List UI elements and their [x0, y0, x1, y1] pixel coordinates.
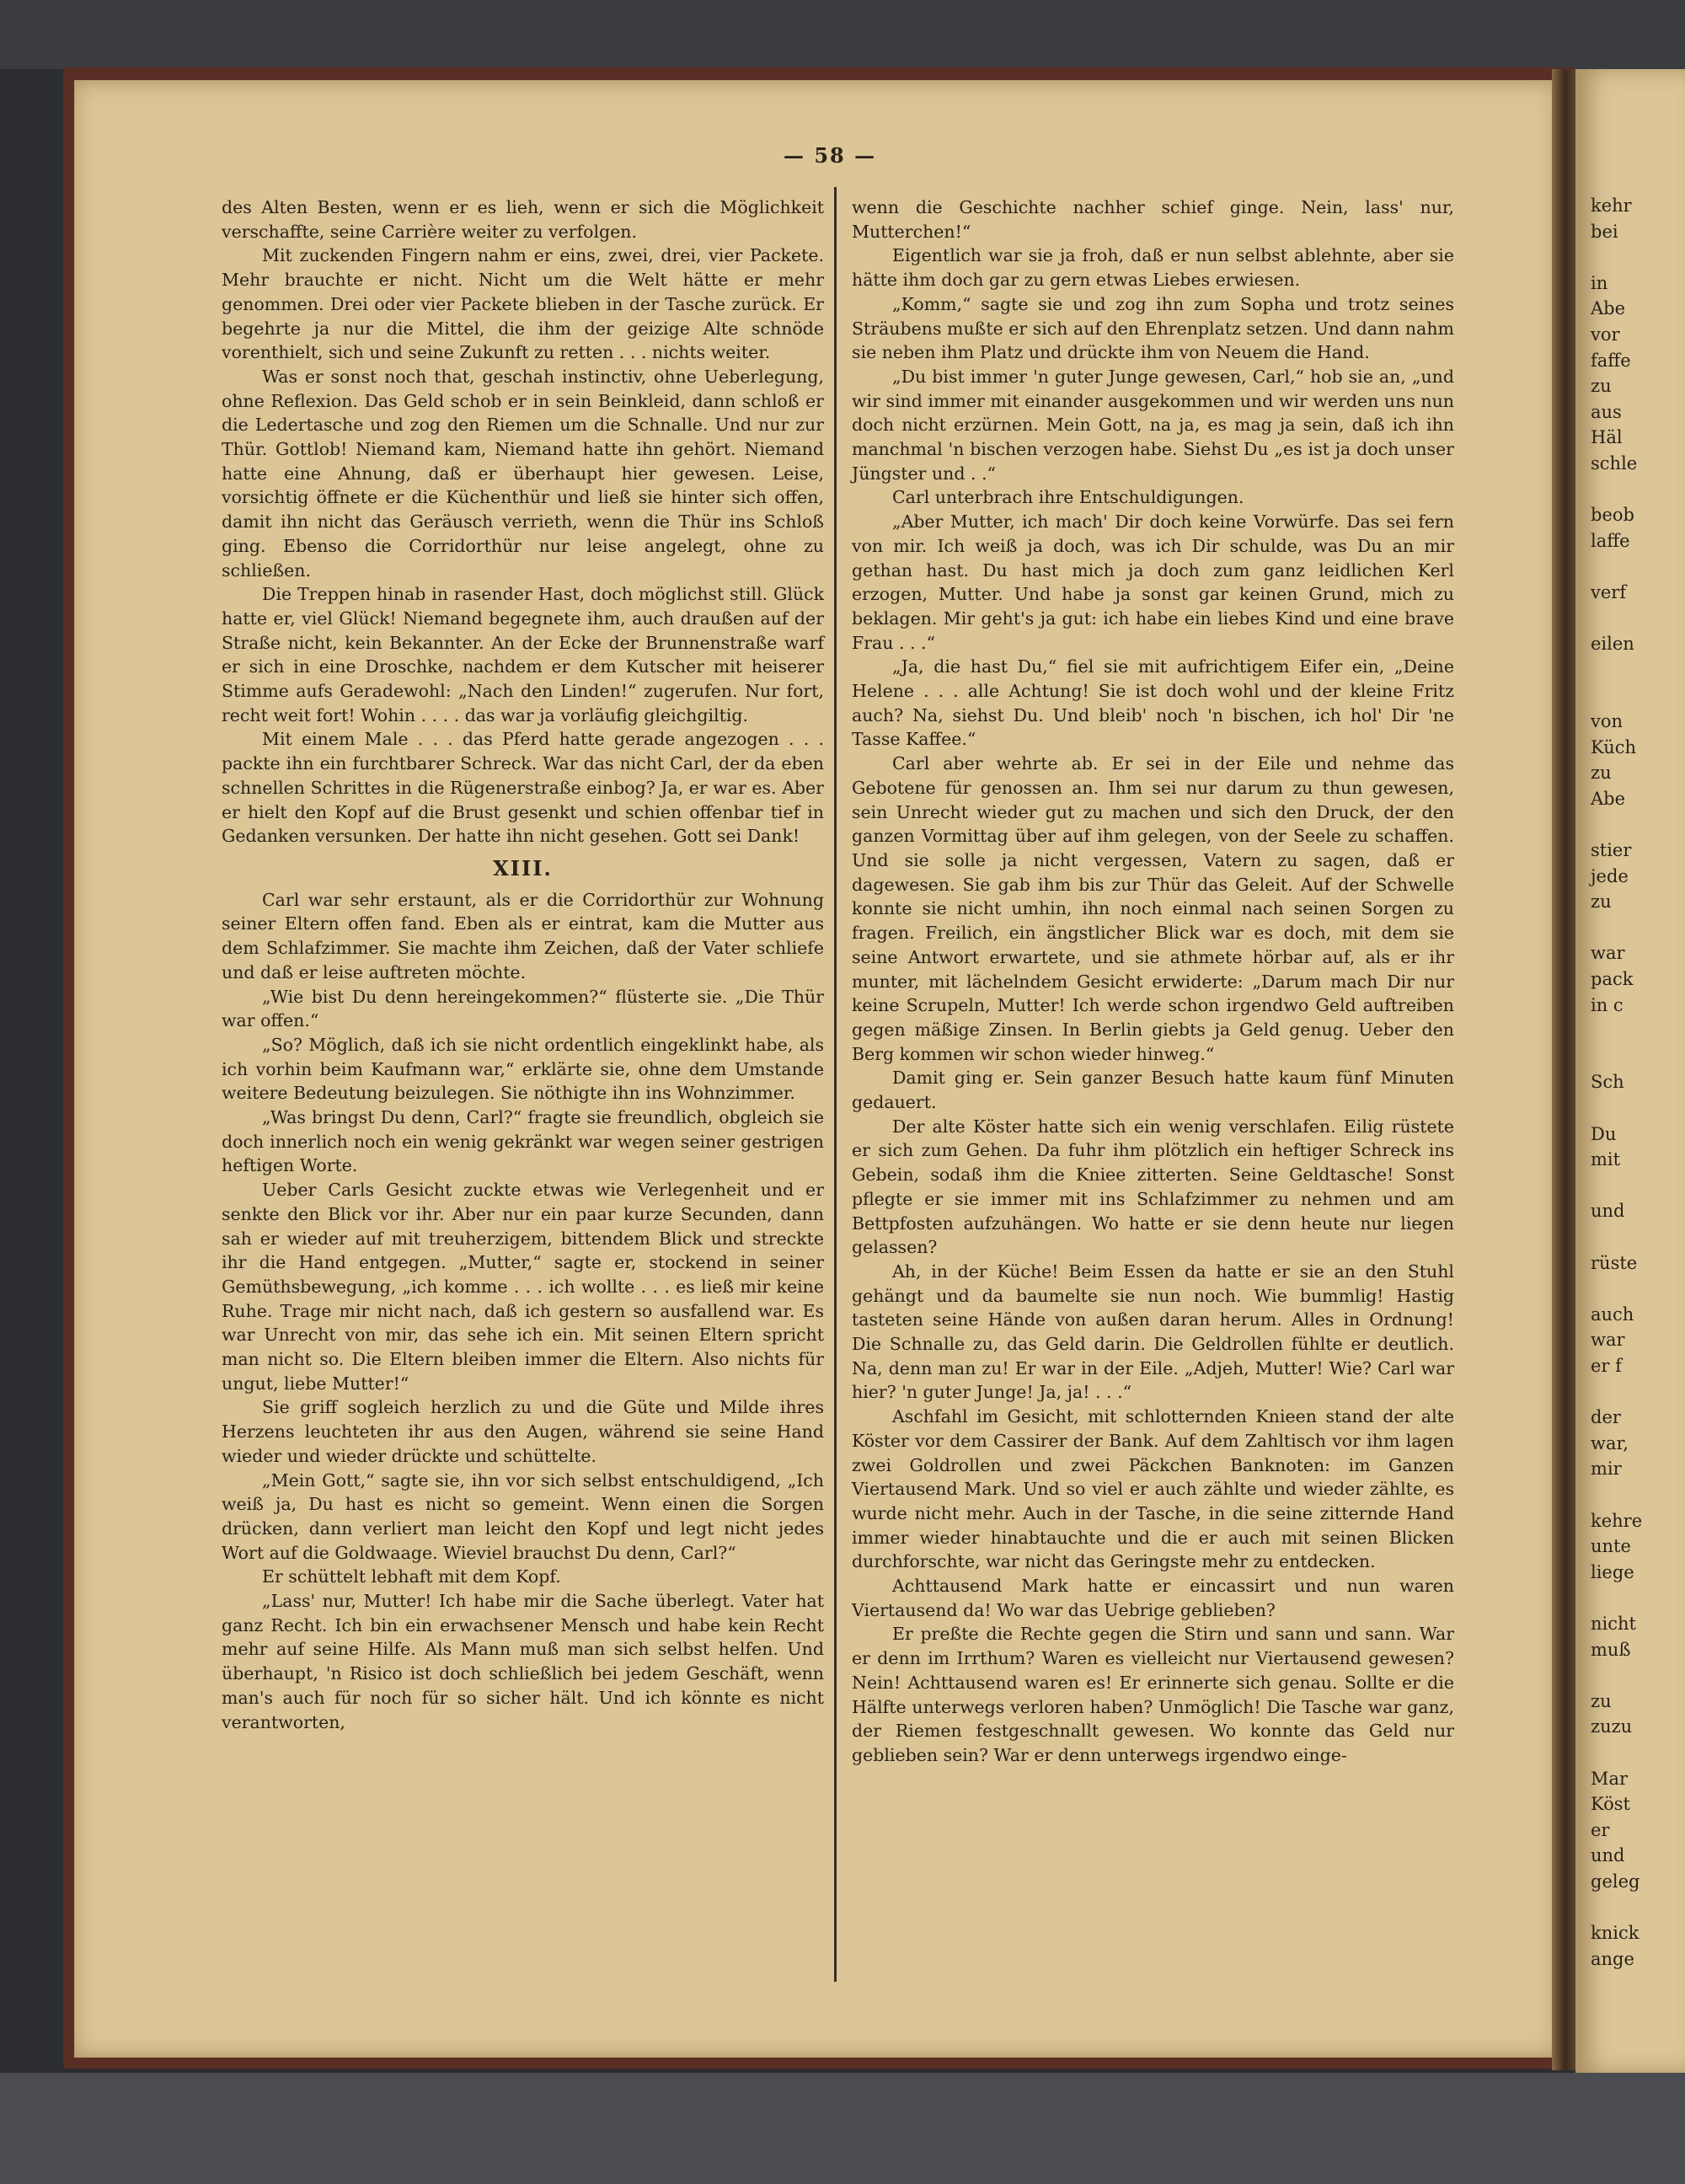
- next-page-fragment: unte: [1591, 1536, 1631, 1557]
- page-number: — 58 —: [784, 143, 877, 168]
- paragraph: „Du bist immer 'n guter Junge gewesen, Carl,“ hob sie an, „und wir sind immer mit einander ausgekommen und wir werden uns nun doch nicht erzürnen. Mein Gott, na ja, es mag ja sein, daß ich ihn manchmal 'n bischen verzogen habe. Siehst Du „es ist ja doch unser Jüngster und . .“: [852, 366, 1454, 484]
- right-column: [852, 195, 1454, 1768]
- paragraph: Achttausend Mark hatte er eincassirt und nun waren Viertausend da! Wo war das Uebrige geblieben?: [852, 1576, 1454, 1620]
- next-page-fragment: zu: [1591, 1690, 1612, 1711]
- next-page-fragment: ange: [1591, 1948, 1634, 1969]
- next-page-fragment: Abe: [1591, 298, 1626, 319]
- next-page-fragment: kehr: [1591, 195, 1632, 216]
- next-page-fragment: nicht: [1591, 1614, 1636, 1634]
- paragraph: Carl war sehr erstaunt, als er die Corridorthür zur Wohnung seiner Eltern offen fand. Eben als er eintrat, kam die Mutter aus dem Schlafzimmer. Sie machte ihm Zeichen, daß der Vater schliefe und daß er leise auftreten möchte.: [222, 889, 824, 982]
- backdrop-bottom: [0, 2073, 1685, 2184]
- backdrop-top: [0, 0, 1685, 69]
- paragraph: Ueber Carls Gesicht zuckte etwas wie Verlegenheit und er senkte den Blick vor ihr. Aber nur ein paar kurze Secunden, dann sah er wieder auf mit treuherzigem, bittendem Blick und streckte ihr die Hand entgegen. „Mutter,“ sagte er, stockend in seiner Gemüthsbewegung, „ich komme . . . ich wollte . . . es ließ mir keine Ruhe. Trage mir nicht nach, daß ich gestern so ausfallend war. Es war Unrecht von mir, das sehe ich ein. Mit seinen Eltern spricht man nicht so. Die Eltern bleiben immer die Eltern. Also nichts für ungut, liebe Mutter!“: [222, 1180, 824, 1394]
- next-page-fragment: und: [1591, 1845, 1625, 1866]
- next-page-fragment: faffe: [1591, 350, 1631, 371]
- paragraph: „Mein Gott,“ sagte sie, ihn vor sich selbst entschuldigend, „Ich weiß ja, Du hast es nicht so gemeint. Wenn einen die Sorgen drücken, dann verliert man leicht den Kopf und legt nicht jedes Wort auf die Goldwaage. Wieviel brauchst Du denn, Carl?“: [222, 1469, 824, 1563]
- next-page-fragment: Sch: [1591, 1072, 1624, 1093]
- next-page-fragment: liege: [1591, 1561, 1634, 1582]
- section-heading: XIII.: [493, 855, 553, 881]
- paragraph: „Aber Mutter, ich mach' Dir doch keine Vorwürfe. Das sei fern von mir. Ich weiß ja doch, was ich Dir schulde, was Du an mir gethan hast. Du hast mich ja doch zum ganz leidlichen Kerl erzogen, Mutter. Und habe ja sonst gar keinen Grund, mich zu beklagen. Mir geht's ja gut: ich habe ein liebes Kind und eine brave Frau . . .“: [852, 511, 1454, 653]
- paragraph: Die Treppen hinab in rasender Hast, doch möglichst still. Glück hatte er, viel Glück! Niemand begegnete ihm, auch draußen auf der Straße nicht, kein Bekannter. An der Ecke der Brunnenstraße warf er sich in eine Droschke, nachdem er dem Kutscher mit heiserer Stimme aufs Geradewohl: „Nach den Linden!“ zugerufen. Nur fort, recht weit fort! Wohin . . . . das war ja vorläufig gleichgiltig.: [222, 584, 824, 725]
- book-spine: [1552, 69, 1575, 2070]
- paragraph: „Was bringst Du denn, Carl?“ fragte sie freundlich, obgleich sie doch innerlich noch ein wenig gekränkt war wegen seiner gestrigen heftigen Worte.: [222, 1107, 824, 1176]
- next-page-fragment: muß: [1591, 1639, 1631, 1660]
- next-page-fragment: vor: [1591, 324, 1620, 345]
- next-page-fragment: Häl: [1591, 427, 1623, 448]
- next-page-fragment: Köst: [1591, 1794, 1630, 1815]
- paragraph: „Lass' nur, Mutter! Ich habe mir die Sache überlegt. Vater hat ganz Recht. Ich bin ein erwachsener Mensch und habe kein Recht mehr auf seine Hilfe. Als Mann muß man sich selbst helfen. Und überhaupt, 'n Risico ist doch schließlich bei jedem Geschäft, wenn man's auch für noch für so sicher hält. Und ich könnte es nicht verantworten,: [222, 1591, 824, 1732]
- paragraph: Er schüttelt lebhaft mit dem Kopf.: [262, 1566, 561, 1587]
- next-page-fragment: bei: [1591, 221, 1618, 242]
- next-page-fragment: in: [1591, 272, 1608, 293]
- next-page-fragment: zu: [1591, 763, 1612, 784]
- next-page-fragment: zu: [1591, 376, 1612, 397]
- next-page-fragment: geleg: [1591, 1871, 1640, 1892]
- next-page-fragment: mit: [1591, 1149, 1621, 1170]
- next-page-fragment: war: [1591, 943, 1625, 964]
- column-divider: [834, 187, 837, 1982]
- paragraph: des Alten Besten, wenn er es lieh, wenn er sich die Möglichkeit verschaffte, seine Carrière weiter zu verfolgen.: [222, 197, 824, 242]
- next-page-fragment: und: [1591, 1201, 1625, 1222]
- next-page-fragment: pack: [1591, 969, 1634, 989]
- next-page-edge: [1575, 69, 1685, 2073]
- next-page-fragment: er f: [1591, 1356, 1622, 1376]
- paragraph: Ah, in der Küche! Beim Essen da hatte er sie an den Stuhl gehängt und da baumelte sie nun noch. Wie bummlig! Hastig tasteten seine Hände von außen daran herum. Alles in Ordnung! Die Schnalle zu, das Geld darin. Die Geldrollen fühlte er deutlich. Na, denn man zu! Er war in der Eile. „Adjeh, Mutter! Wie? Carl war hier? 'n guter Junge! Ja, ja! . . .“: [852, 1261, 1454, 1403]
- next-page-fragment: war,: [1591, 1432, 1629, 1453]
- paragraph: Carl unterbrach ihre Entschuldigungen.: [892, 487, 1244, 508]
- paragraph: Was er sonst noch that, geschah instinctiv, ohne Ueberlegung, ohne Reflexion. Das Geld schob er in sein Beinkleid, dann schloß er die Ledertasche und zog den Riemen um die Schnalle. Und nur zur Thür. Gottlob! Niemand kam, Niemand hatte ihn gehört. Niemand hatte eine Ahnung, daß er überhaupt hier gewesen. Leise, vorsichtig öffnete er die Küchenthür und ließ sie hinter sich offen, damit ihn nicht das Geräusch verrieth, wenn die Thür ins Schloß ging. Ebenso die Corridorthür nur leise angelegt, ohne zu schließen.: [222, 366, 824, 581]
- next-page-fragment: in c: [1591, 994, 1623, 1015]
- paragraph: „Wie bist Du denn hereingekommen?“ flüsterte sie. „Die Thür war offen.“: [222, 986, 824, 1031]
- next-page-fragment: er: [1591, 1819, 1610, 1840]
- next-page-fragment: eilen: [1591, 634, 1634, 655]
- next-page-fragment: Du: [1591, 1123, 1617, 1144]
- paragraph: „So? Möglich, daß ich sie nicht ordentlich eingeklinkt habe, als ich vorhin beim Kaufmann war,“ erklärte sie, ohne dem Umstande weitere Bedeutung beizulegen. Sie nöthigte ihn ins Wohnzimmer.: [222, 1034, 824, 1104]
- next-page-fragment: laffe: [1591, 530, 1630, 551]
- next-page-fragment: zu: [1591, 891, 1612, 913]
- next-page-fragment: Küch: [1591, 736, 1637, 757]
- next-page-fragment: zuzu: [1591, 1716, 1633, 1737]
- paragraph: Er preßte die Rechte gegen die Stirn und sann und sann. War er denn im Irrthum? Waren es vielleicht nur Viertausend gewesen? Nein! Achttausend waren es! Er erinnerte sich genau. Sollte er die Hälfte unterwegs verloren haben? Unmöglich! Die Tasche war ganz, der Riemen festgeschnallt gewesen. Wo konnte das Geld nur geblieben sein? War er denn unterwegs irgendwo einge-: [852, 1624, 1454, 1765]
- next-page-fragment: kehre: [1591, 1510, 1643, 1531]
- paragraph: „Ja, die hast Du,“ fiel sie mit aufrichtigem Eifer ein, „Deine Helene . . . alle Achtung! Sie ist doch wohl und der kleine Fritz auch? Na, siehst Du. Und bleib' noch 'n bischen, ich hol' Dir 'ne Tasse Kaffee.“: [852, 656, 1454, 750]
- next-page-fragment: aus: [1591, 401, 1622, 422]
- paragraph: „Komm,“ sagte sie und zog ihn zum Sopha und trotz seines Sträubens mußte er sich auf den Ehrenplatz setzen. Und dann nahm sie neben ihm Platz und drückte ihm von Neuem die Hand.: [852, 293, 1454, 363]
- paragraph: Aschfahl im Gesicht, mit schlotternden Knieen stand der alte Köster vor dem Cassirer der Bank. Auf dem Zahltisch vor ihm lagen zwei Goldrollen und zwei Päckchen Banknoten: im Ganzen Viertausend Mark. Und so viel er auch zählte und wieder zählte, es wurde nicht mehr. Auch in der Tasche, in die seine zitternde Hand immer wieder hinabtauchte und die er auch mit seinen Blicken durchforschte, war nicht das Geringste mehr zu entdecken.: [852, 1406, 1454, 1572]
- next-page-fragment: Mar: [1591, 1768, 1629, 1789]
- next-page-fragment: jede: [1591, 865, 1629, 886]
- next-page-fragment: war: [1591, 1330, 1625, 1351]
- next-page-fragment: knick: [1591, 1923, 1640, 1944]
- paragraph: Mit einem Male . . . das Pferd hatte gerade angezogen . . . packte ihn ein furchtbarer Schreck. War das nicht Carl, der da eben schnellen Schrittes in die Rügenerstraße einbog? Ja, er war es. Aber er hielt den Kopf auf die Brust gesenkt und schien offenbar tief in Gedanken versunken. Der hatte ihn nicht gesehen. Gott sei Dank!: [222, 729, 824, 847]
- next-page-fragment: rüste: [1591, 1252, 1638, 1273]
- next-page-fragment: verf: [1591, 582, 1627, 602]
- next-page-fragment: auch: [1591, 1303, 1634, 1325]
- next-page-fragment: schle: [1591, 453, 1638, 474]
- next-page-fragment: beob: [1591, 505, 1634, 526]
- next-page-fragment: mir: [1591, 1459, 1622, 1480]
- paragraph: Sie griff sogleich herzlich zu und die Güte und Milde ihres Herzens leuchteten ihr aus den Augen, während sie seine Hand wieder und wieder drückte und schüttelte.: [222, 1397, 824, 1466]
- paragraph: Der alte Köster hatte sich ein wenig verschlafen. Eilig rüstete er sich zum Gehen. Da fuhr ihm plötzlich ein heftiger Schreck ins Gebein, sodaß ihm die Kniee zitterten. Seine Geldtasche! Sonst pflegte er sie immer mit ins Schlafzimmer zu nehmen und am Bettpfosten aufzuhängen. Wo hatte er sie denn heute nur liegen gelassen?: [852, 1116, 1454, 1258]
- paragraph: Eigentlich war sie ja froh, daß er nun selbst ablehnte, aber sie hätte ihm doch gar zu gern etwas Liebes erwiesen.: [852, 245, 1454, 291]
- next-page-fragment: stier: [1591, 840, 1632, 860]
- paragraph: Mit zuckenden Fingern nahm er eins, zwei, drei, vier Packete. Mehr brauchte er nicht. Nicht um die Welt hätte er mehr genommen. Drei oder vier Packete blieben in der Tasche zurück. Er begehrte ja nur die Mittel, die ihm der geizige Alte schnöde vorenthielt, sich und seine Zukunft zu retten . . . nichts weiter.: [222, 245, 824, 363]
- next-page-fragment: von: [1591, 711, 1623, 731]
- next-page-fragment: der: [1591, 1407, 1621, 1428]
- paragraph: Damit ging er. Sein ganzer Besuch hatte kaum fünf Minuten gedauert.: [852, 1068, 1454, 1113]
- paragraph: Carl aber wehrte ab. Er sei in der Eile und nehme das Gebotene für genossen an. Ihm sei nur darum zu thun gewesen, sein Unrecht wieder gut zu machen und sich den Druck, der den ganzen Vormittag über auf ihm gelegen, von der Seele zu schaffen. Und sie solle ja nicht vergessen, Vatern zu sagen, daß er dagewesen. Sie gab ihm bis zur Thür das Geleit. Auf der Schwelle konnte sie nicht umhin, ihn noch einmal nach seinen Sorgen zu fragen. Freilich, ein ängstlicher Blick war es doch, mit dem sie seine Antwort erwartete, und sie athmete hörbar auf, als er ihr munter, mit lächelndem Gesicht erwiderte: „Darum mach Dir nur keine Scrupeln, Mutter! Ich werde schon irgendwo Geld auftreiben gegen mäßige Zinsen. In Berlin giebts ja Geld genug. Ueber den Berg kommen wir schon wieder hinweg.“: [852, 753, 1454, 1064]
- next-page-fragment: Abe: [1591, 788, 1626, 809]
- paragraph: wenn die Geschichte nachher schief ginge. Nein, lass' nur, Mutterchen!“: [852, 197, 1454, 242]
- left-column: [222, 195, 824, 1734]
